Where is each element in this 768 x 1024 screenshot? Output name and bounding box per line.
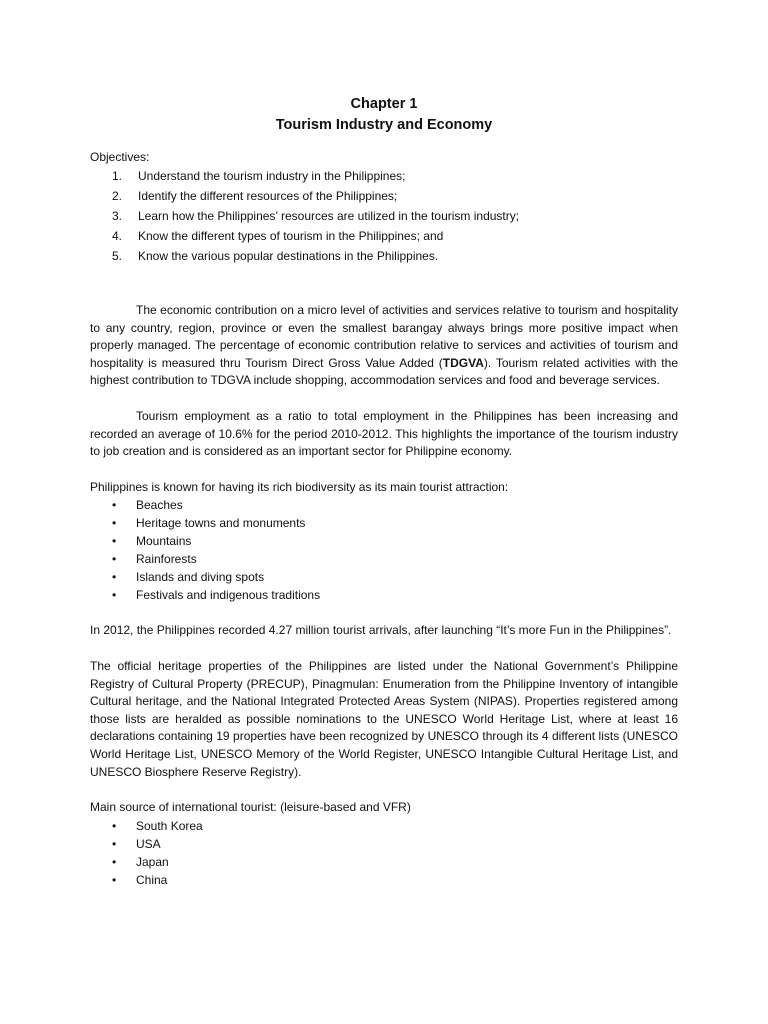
item-number: 3. (112, 209, 123, 223)
list-item: • Heritage towns and monuments (112, 516, 306, 531)
bullet-icon: • (112, 552, 117, 567)
list-item: • Mountains (112, 534, 192, 549)
paragraph-biodiversity-intro: Philippines is known for having its rich biodiversity as its main tourist attraction: (90, 479, 509, 494)
paragraph-text: The economic contribution on a micro level of activities and services relative to tourism and hospitality to any country, region, province or even the smallest barangay always brings more positive impact when properly managed. The percentage of economic contribution relative to services and activities of tourism and hospitality is measured thru Tourism Direct Gross Value Added ( (90, 303, 678, 370)
bullet-icon: • (112, 516, 117, 531)
list-item: • Islands and diving spots (112, 570, 265, 585)
bullet-icon: • (112, 836, 117, 851)
item-text: Know the various popular destinations in the Philippines. (138, 249, 439, 263)
chapter-title: Tourism Industry and Economy (275, 117, 493, 133)
item-number: 1. (112, 169, 123, 183)
list-item (90, 186, 678, 206)
bullet-icon: • (112, 818, 117, 833)
item-text: Identify the different resources of the Philippines; (138, 189, 398, 203)
list-item (90, 166, 678, 186)
bullet-icon: • (112, 588, 117, 603)
chapter-number: Chapter 1 (350, 96, 418, 112)
list-item (90, 246, 678, 266)
item-text: Understand the tourism industry in the Philippines; (138, 169, 406, 183)
bullet-icon: • (112, 534, 117, 549)
list-item (90, 206, 678, 226)
tdgva-term: TDGVA (442, 355, 484, 370)
bullet-icon: • (112, 498, 117, 513)
list-item: • Beaches (112, 498, 183, 513)
item-number: 4. (112, 229, 123, 243)
paragraph-heritage-properties: The official heritage properties of the Philippines are listed under the National Government’s Philippine Registry of Cultural Property (PRECUP), Pinagmulan: Enumeration from the Philippine Inventory of intangible Cultural heritage, and the National Integrated Protected Areas System (NIPAS). Properties registered among those lists are heralded as possible nominations to the UNESCO World Heritage List, where at least 16 declarations containing 19 properties have been recognized by UNESCO through its 4 different lists (UNESCO World Heritage List, UNESCO Memory of the World Register, UNESCO Intangible Cultural Heritage List, and UNESCO Biosphere Reserve Registry). (90, 658, 678, 779)
objectives-label: Objectives: (90, 150, 150, 164)
sources-list (90, 817, 678, 889)
list-item: • Rainforests (112, 552, 197, 567)
list-item: • USA (112, 836, 161, 851)
paragraph-text: ). Tourism related activities with the highest contribution to TDGVA include shopping, accommodation services and food and beverage services. (90, 355, 678, 388)
bullet-icon: • (112, 872, 117, 887)
paragraph-tourist-sources: Main source of international tourist: (leisure-based and VFR) (90, 800, 411, 815)
list-item: • China (112, 872, 168, 887)
list-item: • Japan (112, 854, 169, 869)
list-item (90, 226, 678, 246)
bullet-icon: • (112, 854, 117, 869)
paragraph-economic-contribution (90, 302, 678, 390)
item-number: 2. (112, 189, 123, 203)
list-item: • Festivals and indigenous traditions (112, 588, 321, 603)
list-item: • South Korea (112, 818, 203, 833)
paragraph-tourist-arrivals: In 2012, the Philippines recorded 4.27 million tourist arrivals, after launching “It’s more Fun in the Philippines”. (90, 623, 672, 638)
bullet-icon: • (112, 570, 117, 585)
item-number: 5. (112, 249, 123, 263)
paragraph-employment: Tourism employment as a ratio to total employment in the Philippines has been increasing and recorded an average of 10.6% for the period 2010-2012. This highlights the importance of the tourism industry to job creation and is considered as an important sector for Philippine economy. (90, 408, 678, 459)
objectives-list (90, 166, 678, 266)
attractions-list (90, 496, 678, 604)
item-text: Learn how the Philippines’ resources are utilized in the tourism industry; (138, 209, 520, 223)
item-text: Know the different types of tourism in the Philippines; and (138, 229, 444, 243)
